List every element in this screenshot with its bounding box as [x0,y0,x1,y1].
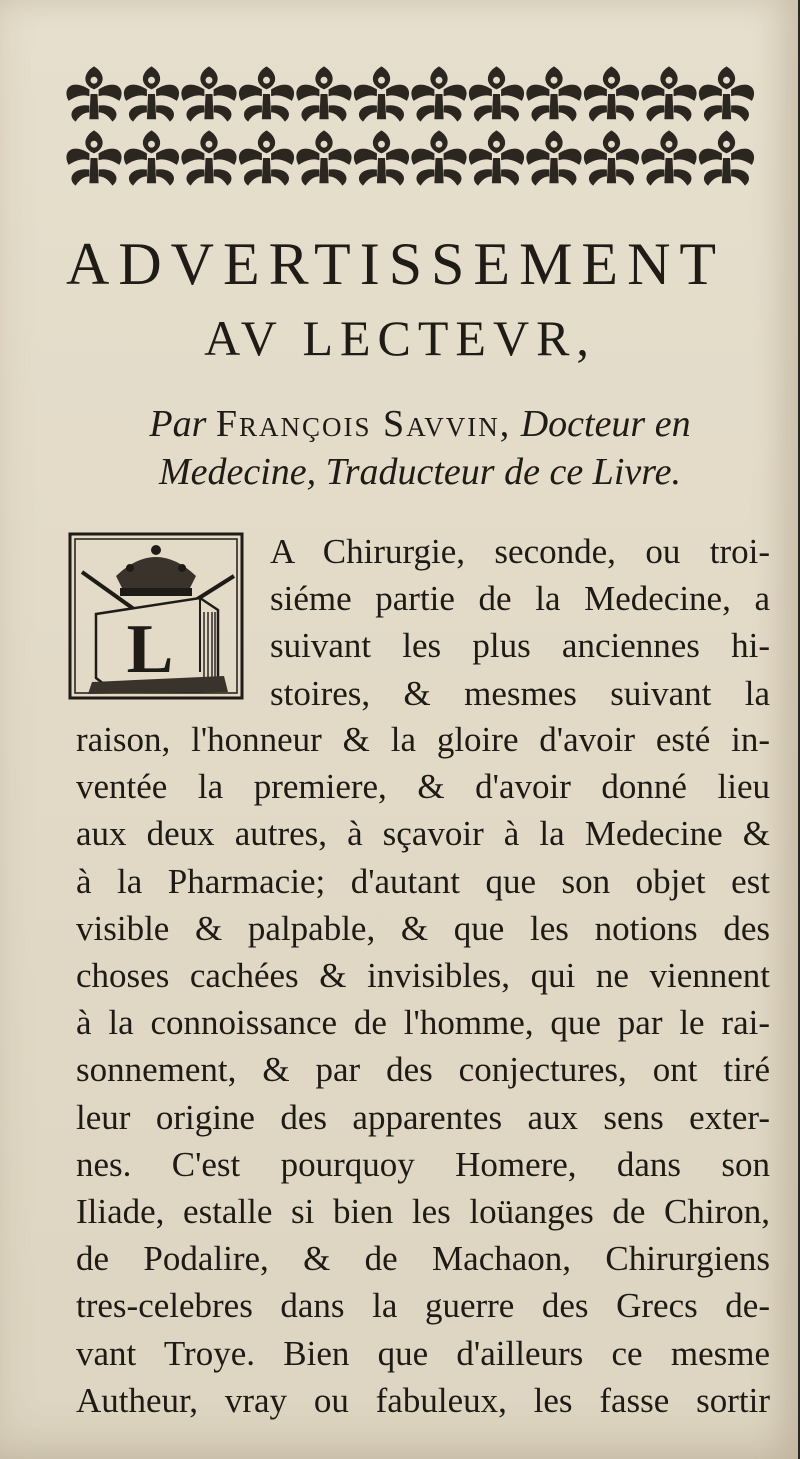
text-line: nes. C'est pourquoy Homere, dans son [76,1144,770,1184]
fleuron-icon [124,130,179,185]
byline-role: Docteur en [520,403,691,445]
fleuron-icon [296,66,351,121]
fleuron-icon [699,66,754,121]
text-beside-initial [270,528,770,717]
text-line: de Podalire, & de Machaon, Chirurgiens [76,1239,770,1279]
fleuron-icon [584,130,639,185]
initial-letter: L [126,611,174,688]
fleuron-icon [239,130,294,185]
fleuron-icon [469,66,524,121]
text-line: A Chirurgie, seconde, ou troi- [270,532,770,571]
fleuron-icon [411,130,466,185]
fleuron-icon [181,130,236,185]
fleuron-icon [584,66,639,121]
text-line: visible & palpable, & que les notions des [76,908,770,948]
fleuron-icon [66,130,121,185]
byline-prefix: Par [149,403,207,445]
fleuron-icon [354,130,409,185]
text-line: choses cachées & invisibles, qui ne viennent [76,956,770,996]
fleuron-icon [239,66,294,121]
fleuron-icon [526,66,581,121]
fleuron-icon [411,66,466,121]
body-text [76,716,770,1424]
fleuron-icon [296,130,351,185]
text-line: Iliade, estalle si bien les loüanges de Chiron, [76,1192,770,1232]
text-line: Autheur, vray ou fabuleux, les fasse sortir [76,1380,770,1420]
text-line: suivant les plus anciennes hi- [270,626,770,666]
fleuron-icon [354,66,409,121]
text-line: raison, l'honneur & la gloire d'avoir esté in- [76,720,770,759]
fleuron-icon [181,66,236,121]
decorative-headpiece [66,60,756,190]
text-line: à la Pharmacie; d'autant que son objet est [76,861,770,901]
fleuron-icon [641,66,696,121]
fleuron-icon [124,66,179,121]
fleuron-icon [641,130,696,185]
text-line: siéme partie de la Medecine, a [270,579,770,619]
fleuron-icon [526,130,581,185]
fleuron-icon [469,130,524,185]
text-line: à la connoissance de l'homme, que par le rai- [76,1003,770,1043]
text-line: stoires, & mesmes suivant la [270,673,770,713]
heading-title: ADVERTISSEMENT [66,231,726,297]
text-line: ventée la premiere, & d'avoir donné lieu [76,767,770,807]
text-line: vant Troye. Bien que d'ailleurs ce mesme [76,1333,770,1373]
text-line: leur origine des apparentes aux sens exter- [76,1097,770,1137]
text-line: aux deux autres, à sçavoir à la Medecine & [76,814,770,854]
fleuron-icon [699,130,754,185]
heading-subtitle: AV LECTEVR, [204,310,596,366]
byline-line2: Medecine, Traducteur de ce Livre. [159,451,681,493]
byline-author: François Savvin, [215,403,512,445]
decorated-initial-l [68,532,244,700]
fleuron-icon [66,66,121,121]
author-byline [60,400,780,496]
text-line: tres-celebres dans la guerre des Grecs de- [76,1286,770,1326]
text-line: sonnement, & par des conjectures, ont tiré [76,1050,770,1090]
